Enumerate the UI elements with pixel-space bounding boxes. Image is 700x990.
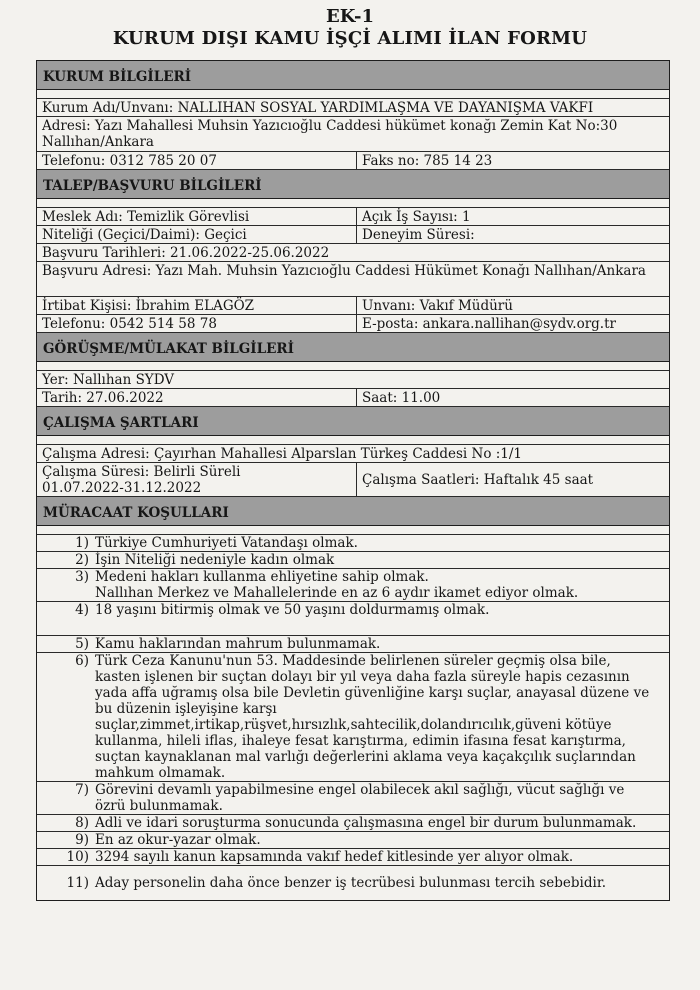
contact-title: Unvanı: Vakıf Müdürü — [362, 298, 513, 314]
institution-address: Adresi: Yazı Mahallesi Muhsin Yazıcıoğlu Caddesi hükümet konağı Zemin Kat No:30 Nallıhan/Ankara — [42, 118, 618, 150]
section-application-header: TALEP/BAŞVURU BİLGİLERİ — [37, 170, 669, 199]
requirement-text: Görevini devamlı yapabilmesine engel olabilecek akıl sağlığı, vücut sağlığı ve özrü bulunmamak. — [95, 782, 625, 814]
requirement-number: 10) — [66, 849, 89, 865]
spacer — [37, 436, 669, 445]
work-duration-row — [37, 463, 669, 497]
interview-place-row — [37, 371, 669, 389]
requirement-number: 7) — [75, 782, 89, 798]
contact-person: İrtibat Kişisi: İbrahim ELAGÖZ — [37, 297, 357, 314]
section-institution-header: KURUM BİLGİLERİ — [37, 61, 669, 90]
requirement-item — [37, 849, 669, 866]
application-dates: Başvuru Tarihleri: 21.06.2022-25.06.2022 — [42, 245, 330, 261]
application-address: Başvuru Adresi: Yazı Mah. Muhsin Yazıcıoğlu Caddesi Hükümet Konağı Nallıhan/Ankara — [42, 263, 646, 279]
job-nature: Niteliği (Geçici/Daimi): Geçici — [37, 226, 357, 243]
section-work-conditions-header: ÇALIŞMA ŞARTLARI — [37, 407, 669, 436]
profession-row — [37, 208, 669, 226]
work-hours: Çalışma Saatleri: Haftalık 45 saat — [362, 472, 594, 488]
institution-phone: Telefonu: 0312 785 20 07 — [37, 152, 357, 169]
spacer — [37, 90, 669, 99]
section-interview-header: GÖRÜŞME/MÜLAKAT BİLGİLERİ — [37, 333, 669, 362]
requirement-number: 11) — [66, 875, 89, 891]
institution-contact-row — [37, 152, 669, 170]
interview-place: Yer: Nallıhan SYDV — [42, 372, 175, 388]
spacer — [37, 362, 669, 371]
work-duration-type: Çalışma Süresi: Belirli Süreli — [42, 464, 241, 480]
annex-label: EK-1 — [325, 6, 375, 27]
requirement-residence-text: Nallıhan Merkez ve Mahallelerinde en az 6 aydır ikamet ediyor olmak. — [95, 585, 579, 601]
requirement-text: İşin Niteliği nedeniyle kadın olmak — [95, 552, 335, 568]
spacer — [37, 199, 669, 208]
requirement-item — [37, 815, 669, 832]
open-positions: Açık İş Sayısı: 1 — [362, 209, 471, 225]
requirement-text: Medeni hakları kullanma ehliyetine sahip olmak. — [95, 569, 429, 585]
requirement-number: 9) — [75, 832, 89, 848]
requirement-text: Aday personelin daha önce benzer iş tecrübesi bulunması tercih sebebidir. — [95, 875, 607, 891]
interview-date: Tarih: 27.06.2022 — [37, 389, 357, 406]
requirement-item — [37, 782, 669, 815]
contact-email: E-posta: ankara.nallihan@sydv.org.tr — [362, 316, 616, 332]
form-header — [0, 6, 700, 50]
requirement-number: 3) — [75, 569, 89, 585]
application-address-row — [37, 262, 669, 297]
requirement-text: 18 yaşını bitirmiş olmak ve 50 yaşını doldurmamış olmak. — [95, 602, 490, 618]
contact-person-row — [37, 297, 669, 315]
requirement-item — [37, 636, 669, 653]
requirement-number: 2) — [75, 552, 89, 568]
requirement-number: 1) — [75, 535, 89, 551]
profession-name: Meslek Adı: Temizlik Görevlisi — [37, 208, 357, 225]
nature-row — [37, 226, 669, 244]
requirement-item — [37, 653, 669, 782]
requirement-text: 3294 sayılı kanun kapsamında vakıf hedef kitlesinde yer alıyor olmak. — [95, 849, 574, 865]
requirement-text: Adli ve idari soruşturma sonucunda çalışmasına engel bir durum bulunmamak. — [95, 815, 637, 831]
requirement-text: Kamu haklarından mahrum bulunmamak. — [95, 636, 381, 652]
requirement-text: Türkiye Cumhuriyeti Vatandaşı olmak. — [95, 535, 358, 551]
requirement-number: 4) — [75, 602, 89, 618]
requirement-item — [37, 832, 669, 849]
requirement-text-block — [95, 569, 669, 601]
requirement-item — [37, 602, 669, 636]
spacer — [37, 526, 669, 535]
form-title: KURUM DIŞI KAMU İŞÇİ ALIMI İLAN FORMU — [112, 28, 588, 49]
work-address-row — [37, 445, 669, 463]
requirement-number: 6) — [75, 653, 89, 669]
contact-phone: Telefonu: 0542 514 58 78 — [37, 315, 357, 332]
contact-phone-row — [37, 315, 669, 333]
institution-fax: Faks no: 785 14 23 — [362, 153, 493, 169]
work-duration-dates: 01.07.2022-31.12.2022 — [42, 480, 202, 496]
institution-address-row — [37, 117, 669, 152]
application-dates-row — [37, 244, 669, 262]
requirement-text: Türk Ceza Kanunu'nun 53. Maddesinde belirlenen süreler geçmiş olsa bile, kasten işlenen bir suçtan dolayı bir yıl veya daha fazla süreyle hapis cezasının yada affa uğramış olsa bile Devletin güvenliğine karşı suçlar, anayasal düzene ve bu düzenin işleyişine karşı suçlar,zimmet,irtikap,rüşvet,hırsızlık,sahtecilik,dolandırıcılık,güveni kötüye kullanma, hileli iflas, ihaleye fesat karıştırma, edimin ifasına fesat karıştırma, suçtan kaynaklanan mal varlığı değerlerini aklama veya kaçakçılık suçlarından mahkum olmamak. — [95, 653, 650, 781]
announcement-form — [36, 60, 670, 901]
requirement-number: 5) — [75, 636, 89, 652]
requirement-number: 8) — [75, 815, 89, 831]
work-duration — [37, 463, 357, 496]
section-requirements-header: MÜRACAAT KOŞULLARI — [37, 497, 669, 526]
interview-time: Saat: 11.00 — [362, 390, 441, 406]
requirement-text: En az okur-yazar olmak. — [95, 832, 261, 848]
institution-name-row — [37, 99, 669, 117]
requirement-item — [37, 552, 669, 569]
experience-duration: Deneyim Süresi: — [362, 227, 475, 243]
work-address: Çalışma Adresi: Çayırhan Mahallesi Alparslan Türkeş Caddesi No :1/1 — [42, 446, 523, 462]
requirement-item — [37, 569, 669, 602]
institution-name: Kurum Adı/Unvanı: NALLIHAN SOSYAL YARDIMLAŞMA VE DAYANIŞMA VAKFI — [42, 100, 594, 116]
requirement-item — [37, 535, 669, 552]
interview-date-row — [37, 389, 669, 407]
requirement-item — [37, 866, 669, 900]
